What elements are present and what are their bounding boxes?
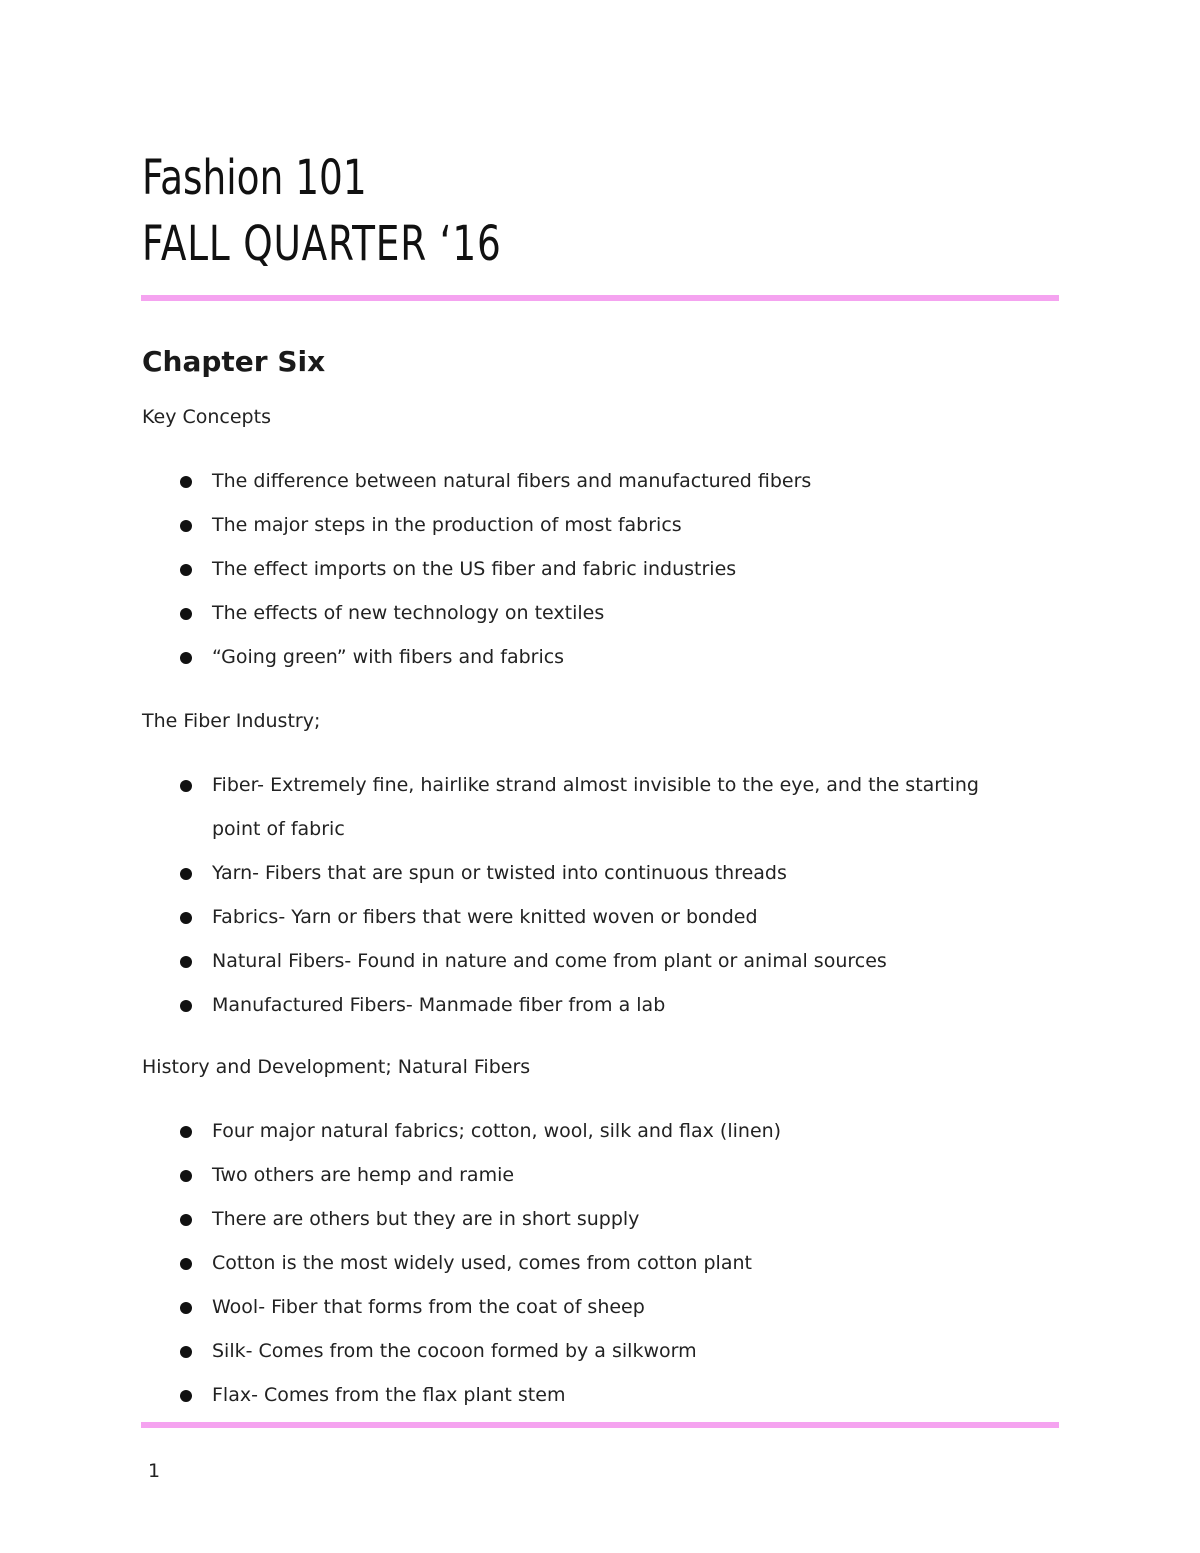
list-item [0,851,1032,895]
list-item-text: Fabrics- Yarn or fibers that were knitted woven or bonded [212,906,758,928]
bullet-icon [180,520,192,532]
list-item [0,895,1032,939]
chapter-heading: Chapter Six [142,345,326,378]
list-item-text: Wool- Fiber that forms from the coat of sheep [212,1296,645,1318]
document-title: Fashion 101 [142,150,367,206]
section-label-fiber-industry: The Fiber Industry; [142,710,321,732]
list-item-text: Natural Fibers- Found in nature and come from plant or animal sources [212,950,887,972]
bullet-icon [180,476,192,488]
section-label-key-concepts: Key Concepts [142,406,271,428]
bullet-icon [180,1214,192,1226]
list-item-text: Two others are hemp and ramie [212,1164,515,1186]
bullet-icon [180,1000,192,1012]
list-item-text: Four major natural fabrics; cotton, wool, silk and flax (linen) [212,1120,782,1142]
bullet-icon [180,1346,192,1358]
list-item [0,1373,1032,1417]
section-label-history: History and Development; Natural Fibers [142,1056,531,1078]
list-item-text: The major steps in the production of most fabrics [212,514,682,536]
bullet-icon [180,564,192,576]
list-item [0,1197,1032,1241]
list-item [0,591,1032,635]
bullet-icon [180,956,192,968]
fiber-industry-list [0,763,1032,1027]
list-item-text: Fiber- Extremely fine, hairlike strand almost invisible to the eye, and the starting point of fabric [212,774,979,840]
bullet-icon [180,780,192,792]
list-item-text: The effects of new technology on textiles [212,602,605,624]
bullet-icon [180,912,192,924]
list-item [0,1241,1032,1285]
list-item-text: There are others but they are in short supply [212,1208,640,1230]
bullet-icon [180,1390,192,1402]
list-item [0,1153,1032,1197]
list-item [0,503,1032,547]
bullet-icon [180,608,192,620]
list-item-text: Yarn- Fibers that are spun or twisted into continuous threads [212,862,787,884]
list-item-text: “Going green” with fibers and fabrics [212,646,565,668]
key-concepts-list [0,459,1032,679]
list-item [0,983,1032,1027]
list-item-text: The difference between natural fibers and manufactured fibers [212,470,812,492]
list-item-text: Flax- Comes from the flax plant stem [212,1384,566,1406]
list-item-text: Cotton is the most widely used, comes from cotton plant [212,1252,752,1274]
bullet-icon [180,652,192,664]
list-item [0,1109,1032,1153]
list-item-text: Manufactured Fibers- Manmade fiber from a lab [212,994,666,1016]
list-item [0,635,1032,679]
header-divider [141,295,1059,301]
footer-divider [141,1422,1059,1428]
bullet-icon [180,1258,192,1270]
list-item-text: The effect imports on the US fiber and fabric industries [212,558,737,580]
document-subtitle: FALL QUARTER ‘16 [142,216,502,272]
list-item [0,939,1032,983]
list-item [0,763,1032,851]
bullet-icon [180,1126,192,1138]
bullet-icon [180,868,192,880]
list-item [0,1285,1032,1329]
bullet-icon [180,1170,192,1182]
list-item [0,459,1032,503]
list-item [0,1329,1032,1373]
bullet-icon [180,1302,192,1314]
history-list [0,1109,1032,1417]
list-item-text: Silk- Comes from the cocoon formed by a silkworm [212,1340,697,1362]
list-item [0,547,1032,591]
page-number: 1 [148,1460,161,1482]
